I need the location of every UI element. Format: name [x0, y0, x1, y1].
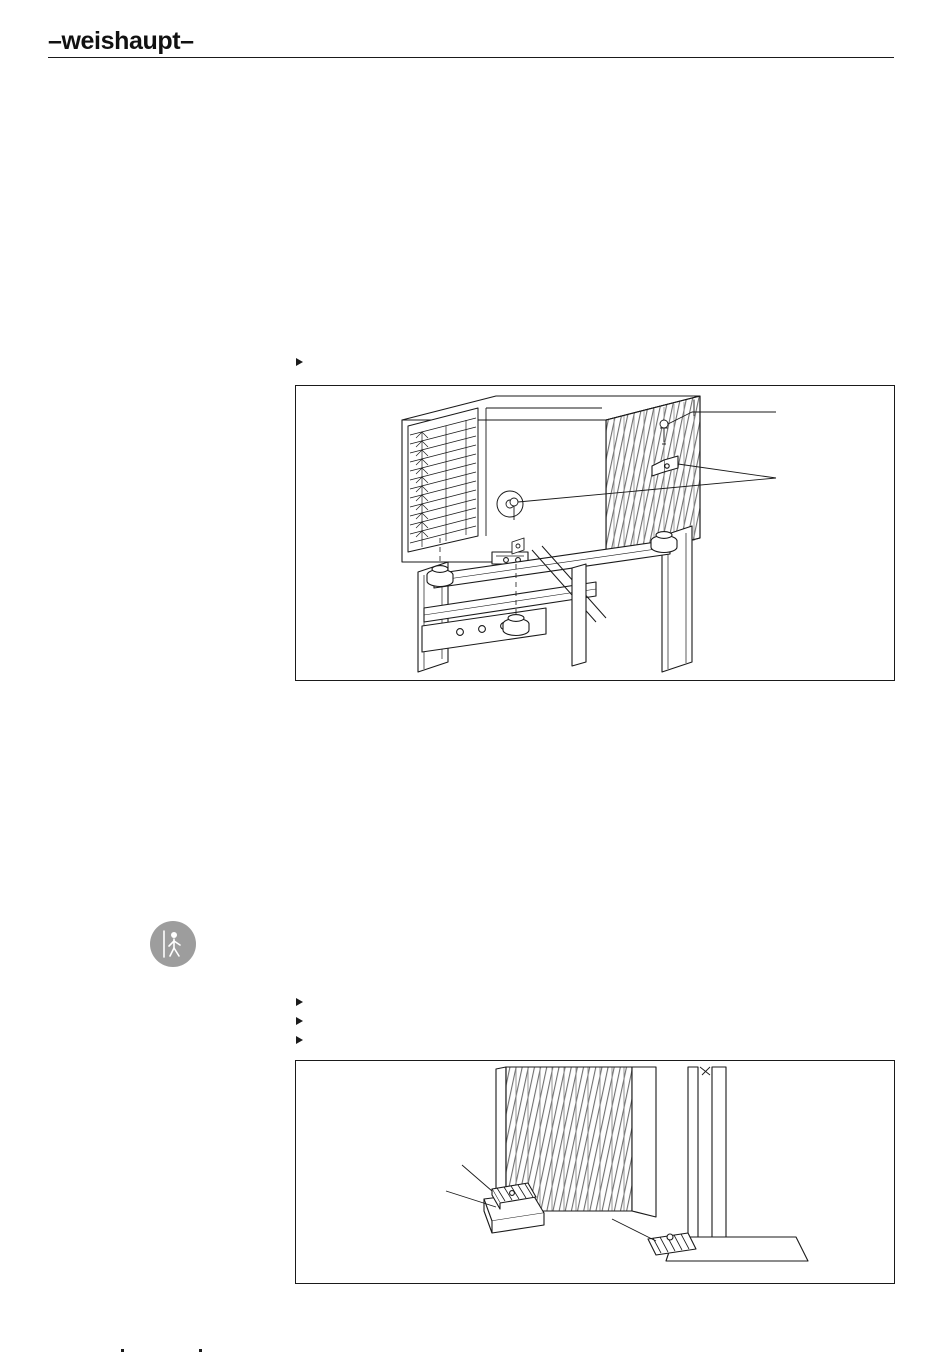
page-header [48, 26, 894, 60]
pedestrian-hazard-icon [150, 921, 196, 967]
step-marker-2 [296, 996, 856, 1006]
triangle-bullet-icon [296, 1036, 303, 1044]
step-marker-4 [296, 1034, 856, 1044]
triangle-bullet-icon [296, 998, 303, 1006]
triangle-bullet-icon [296, 1017, 303, 1025]
weishaupt-logo: –weishaupt– [48, 27, 194, 55]
header-divider [48, 57, 894, 58]
step-marker-3 [296, 1015, 856, 1025]
footer-mark-right [199, 1349, 202, 1352]
heat-pump-base-feet-diagram [295, 1060, 895, 1284]
step-marker-1 [296, 356, 856, 366]
triangle-bullet-icon [296, 358, 303, 366]
footer-mark-left [121, 1349, 124, 1352]
heat-pump-on-frame-diagram [295, 385, 895, 681]
